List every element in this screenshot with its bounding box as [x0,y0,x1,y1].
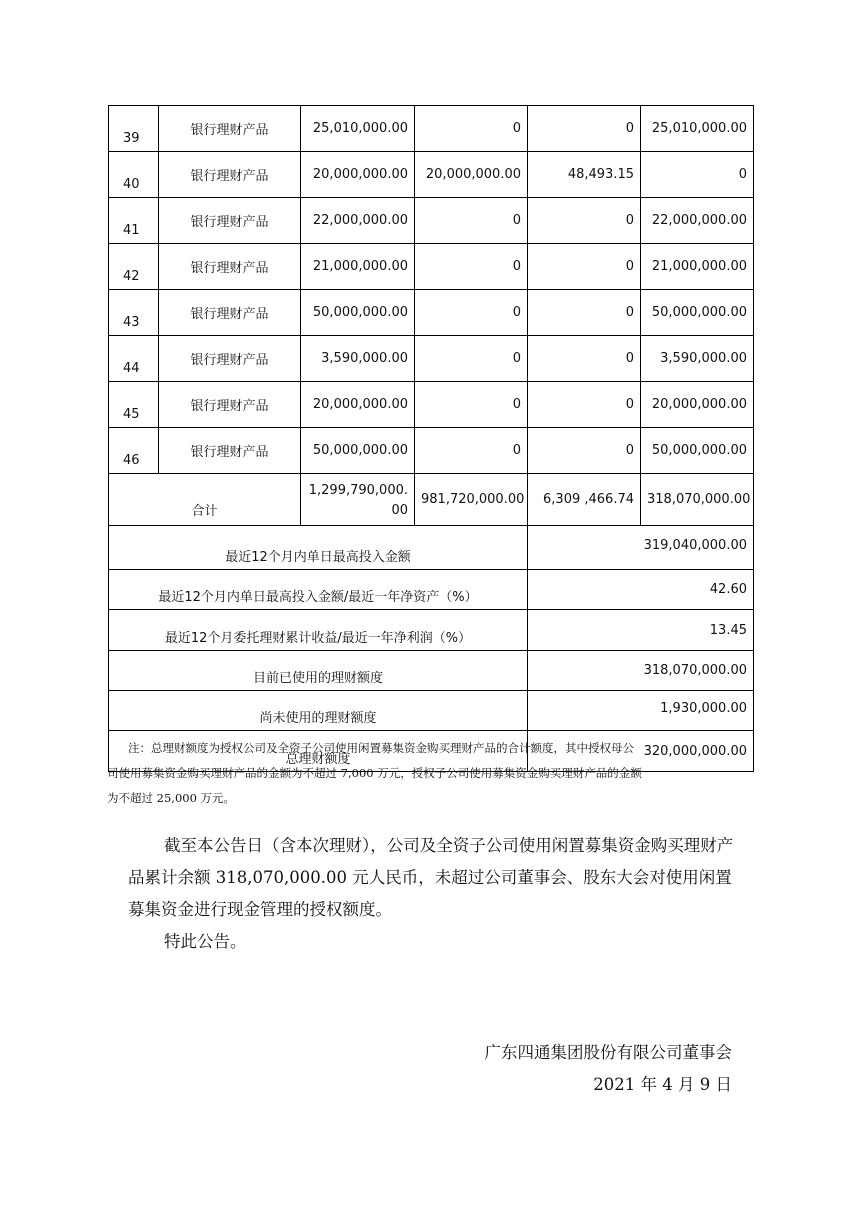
outstanding-amount: 0 [641,152,754,198]
table-row [109,198,754,244]
summary-value: 13.45 [528,610,754,651]
total-invest-line1: 1,299,790,000. [308,482,408,498]
outstanding-amount: 25,010,000.00 [641,106,754,152]
row-number: 42 [109,244,159,290]
income-amount: 0 [528,382,641,428]
total-income-amount: 6,309 ,466.74 [528,474,641,526]
balance-paragraph: 截至本公告日（含本次理财），公司及全资子公司使用闲置募集资金购买理财产品累计余额 318,070,000.00 元人民币，未超过公司董事会、股东大会对使用闲置募集资金进行现金管理的授权额度。 [128,836,734,919]
table-row [109,336,754,382]
income-amount: 0 [528,428,641,474]
summary-label: 最近12个月内单日最高投入金额 [109,526,528,570]
note-line: 司使用募集资金购买理财产品的金额为不超过 7,000 万元，授权子公司使用募集资金购买理财产品的金额 [107,766,642,780]
summary-row [109,651,754,691]
table-row [109,106,754,152]
income-amount: 0 [528,336,641,382]
summary-value: 319,040,000.00 [528,526,754,570]
product-name: 银行理财产品 [159,152,301,198]
table-body [109,106,754,474]
outstanding-amount: 50,000,000.00 [641,428,754,474]
invest-amount: 20,000,000.00 [301,152,415,198]
note-line: 为不超过 25,000 万元。 [107,791,236,805]
table-row [109,244,754,290]
row-number: 39 [109,106,159,152]
outstanding-amount: 50,000,000.00 [641,290,754,336]
income-amount: 48,493.15 [528,152,641,198]
summary-value: 1,930,000.00 [528,691,754,731]
table-note [107,736,740,811]
income-amount: 0 [528,244,641,290]
invest-amount: 21,000,000.00 [301,244,415,290]
summary-label: 最近12个月委托理财累计收益/最近一年净利润（%） [109,610,528,651]
recovered-amount: 0 [415,382,528,428]
total-label: 合计 [109,474,301,526]
total-outstanding-amount: 318,070,000.00 [641,474,754,526]
invest-amount: 3,590,000.00 [301,336,415,382]
table-row [109,152,754,198]
product-name: 银行理财产品 [159,382,301,428]
summary-label: 尚未使用的理财额度 [109,691,528,731]
summary-value: 42.60 [528,570,754,610]
outstanding-amount: 3,590,000.00 [641,336,754,382]
invest-amount: 22,000,000.00 [301,198,415,244]
recovered-amount: 0 [415,106,528,152]
signature-date: 2021 年 4 月 9 日 [593,1075,732,1094]
summary-row [109,526,754,570]
summary-value: 320,000,000.00 [528,731,754,772]
total-invest-line2: 00 [391,502,408,518]
recovered-amount: 20,000,000.00 [415,152,528,198]
signature-block [485,1037,733,1101]
invest-amount: 50,000,000.00 [301,428,415,474]
row-number: 44 [109,336,159,382]
outstanding-amount: 20,000,000.00 [641,382,754,428]
table-row [109,290,754,336]
product-name: 银行理财产品 [159,290,301,336]
outstanding-amount: 22,000,000.00 [641,198,754,244]
product-name: 银行理财产品 [159,336,301,382]
table-footer [109,474,754,772]
invest-amount: 25,010,000.00 [301,106,415,152]
signature-org: 广东四通集团股份有限公司董事会 [484,1043,732,1062]
note-line: 注：总理财额度为授权公司及全资子公司使用闲置募集资金购买理财产品的合计额度，其中授权母公 [128,741,634,755]
recovered-amount: 0 [415,198,528,244]
summary-value: 318,070,000.00 [528,651,754,691]
recovered-amount: 0 [415,336,528,382]
product-name: 银行理财产品 [159,106,301,152]
product-name: 银行理财产品 [159,428,301,474]
summary-label: 总理财额度 [109,731,528,772]
wealth-management-table [108,105,754,772]
recovered-amount: 0 [415,244,528,290]
invest-amount: 50,000,000.00 [301,290,415,336]
table-row [109,382,754,428]
summary-label: 最近12个月内单日最高投入金额/最近一年净资产（%） [109,570,528,610]
income-amount: 0 [528,290,641,336]
row-number: 40 [109,152,159,198]
total-invest-amount [301,474,415,526]
row-number: 46 [109,428,159,474]
product-name: 银行理财产品 [159,198,301,244]
income-amount: 0 [528,106,641,152]
total-recovered-amount: 981,720,000.00 [415,474,528,526]
announcement-body [128,830,740,958]
row-number: 45 [109,382,159,428]
recovered-amount: 0 [415,428,528,474]
summary-row [109,570,754,610]
summary-row [109,610,754,651]
row-number: 43 [109,290,159,336]
product-name: 银行理财产品 [159,244,301,290]
summary-label: 目前已使用的理财额度 [109,651,528,691]
closing-line: 特此公告。 [164,932,247,951]
row-number: 41 [109,198,159,244]
invest-amount: 20,000,000.00 [301,382,415,428]
total-row [109,474,754,526]
summary-row [109,691,754,731]
outstanding-amount: 21,000,000.00 [641,244,754,290]
income-amount: 0 [528,198,641,244]
recovered-amount: 0 [415,290,528,336]
table-row [109,428,754,474]
